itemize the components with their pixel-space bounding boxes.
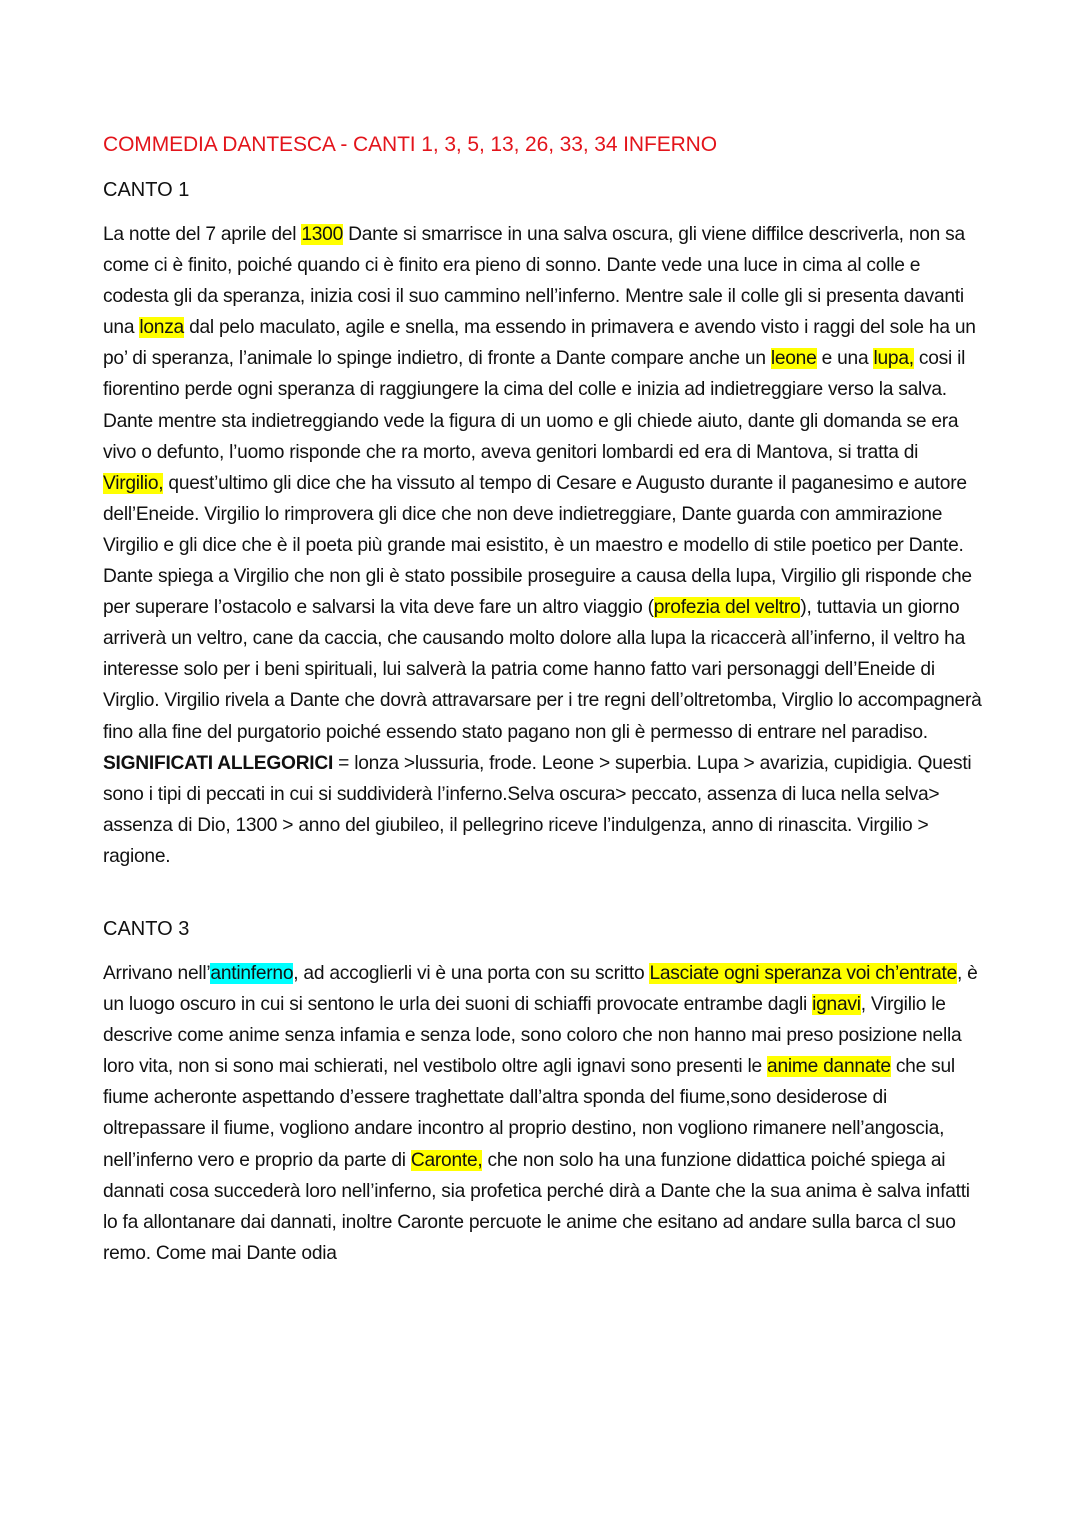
highlight-anime-dannate: anime dannate: [767, 1056, 891, 1078]
highlight-lupa: lupa,: [873, 348, 914, 370]
highlight-leone: leone: [770, 348, 817, 370]
text-run: che sul fiume acheronte aspettando d’essere traghettate dall’altra sponda del fiume,sono desiderose di oltrepassare il fiume, vogliono andare incontro al proprio destino, non vogliono rimanere nell’angoscia, nell’inferno vero e proprio da parte di: [103, 1056, 955, 1171]
significati-allegorici-label: SIGNIFICATI ALLEGORICI: [103, 752, 334, 774]
document-title: COMMEDIA DANTESCA - CANTI 1, 3, 5, 13, 26, 33, 34 INFERNO: [103, 133, 717, 156]
text-run: , è un luogo oscuro in cui si sentono le urla dei suoni di schiaffi provocate entrambe dagli: [103, 962, 978, 1016]
text-run: Arrivano nell’: [103, 962, 211, 984]
canto-3-section: [103, 914, 983, 1269]
text-run: quest’ultimo gli dice che ha vissuto al tempo di Cesare e Augusto durante il paganesimo e autore dell’Eneide. Virgilio lo rimprovera gli dice che non deve indietreggiare, Dante guarda con ammirazione Virgilio e gli dice che è il poeta più grande mai esistito, è un maestro e modello di stile poetico per Dante. Dante spiega a Virgilio che non gli è stato possibile proseguire a causa della lupa, Virgilio gli risponde che per superare l’ostacolo e salvarsi la vita deve fare un altro viaggio (: [103, 472, 972, 619]
document-page: [103, 128, 983, 1269]
highlight-lasciate-ogni-speranza: Lasciate ogni speranza voi ch’entrate: [649, 962, 958, 984]
text-run: La notte del 7 aprile del: [103, 224, 302, 245]
text-run: , Virgilio le descrive come anime senza infamia e senza lode, sono coloro che non hanno mai preso posizione nella loro vita, non si sono mai schierati, nel vestibolo oltre agli ignavi sono presenti le: [103, 994, 962, 1078]
text-run: = lonza >lussuria, frode. Leone > superbia. Lupa > avarizia, cupidigia. Questi sono i tipi di peccati in cui si suddividerà l’inferno.Selva oscura> peccato, assenza di luca nella selva> assenza di Dio, 1300 > anno del giubileo, il pellegrino riceve l’indulgenza, anno di rinascita. Virgilio > ragione.: [103, 752, 972, 867]
text-run: che non solo ha una funzione didattica poiché spiega ai dannati cosa succederà loro nell’inferno, sia profetica perché dirà a Dante che la sua anima è salva infatti lo fa allontanare dai dannati, inoltre Caronte percuote le anime che esitano ad andare sulla barca cl suo remo. Come mai Dante odia: [103, 1149, 970, 1264]
highlight-ignavi: ignavi: [812, 994, 861, 1016]
canto-1-paragraph: [103, 219, 983, 872]
text-run: cosi il fiorentino perde ogni speranza di raggiungere la cima del colle e inizia ad indietreggiare verso la salva. Dante mentre sta indietreggiando vede la figura di un uomo e gli chiede aiuto, dante gli domanda se era vivo o defunto, l’uomo risponde che ra morto, aveva genitori lombardi ed era di Mantova, si tratta di: [103, 348, 966, 463]
highlight-profezia-del-veltro: profezia del veltro: [653, 597, 801, 619]
highlight-caronte: Caronte,: [410, 1149, 483, 1171]
highlight-antinferno: antinferno: [210, 962, 294, 984]
highlight-lonza: lonza: [139, 317, 184, 339]
text-run: ), tuttavia un giorno arriverà un veltro, cane da caccia, che causando molto dolore alla lupa la ricaccerà all’inferno, il veltro ha interesse solo per i beni spirituali, lui salverà la patria come hanno fatto vari personaggi dell’Eneide di Virglio. Virgilio rivela a Dante che dovrà attravarsare per i tre regni dell’oltretomba, Virglio lo accompagnerà fino alla fine del purgatorio poiché essendo stato pagano non gli è permesso di entrare nel paradiso.: [103, 597, 982, 743]
text-run: e una: [816, 348, 874, 370]
canto-1-section: [103, 175, 983, 872]
canto-heading: CANTO 1: [103, 179, 190, 201]
highlight-1300: 1300: [301, 224, 344, 245]
text-run: , ad accoglierli vi è una porta con su scritto: [293, 962, 650, 984]
section-spacer: [103, 872, 983, 914]
highlight-virgilio: Virgilio,: [103, 472, 164, 494]
canto-heading: CANTO 3: [103, 917, 190, 940]
canto-3-paragraph: [103, 958, 983, 1269]
text-run: dal pelo maculato, agile e snella, ma essendo in primavera e avendo visto i raggi del sole ha un po’ di speranza, l’animale lo spinge indietro, di fronte a Dante compare anche un: [103, 317, 976, 370]
text-run: Dante si smarrisce in una salva oscura, gli viene diffilce descriverla, non sa come ci è finito, poiché quando ci è finito era pieno di sonno. Dante vede una luce in cima al colle e codesta gli da speranza, inizia cosi il suo cammino nell’inferno. Mentre sale il colle gli si presenta davanti una: [103, 224, 965, 339]
